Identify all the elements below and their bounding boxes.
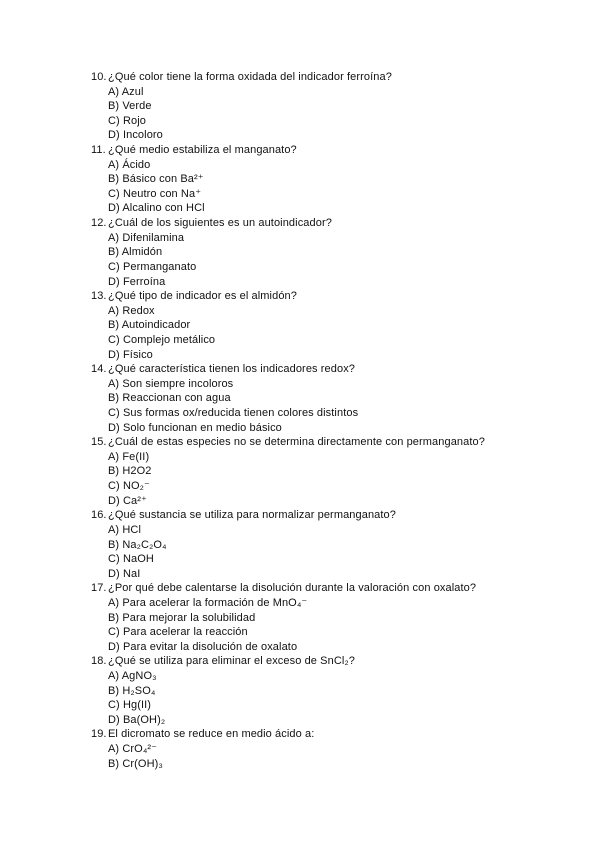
- question-11: [91, 143, 485, 158]
- option-11-d: D) Alcalino con HCl: [108, 202, 205, 215]
- question-15: [91, 435, 485, 450]
- option-19-b: B) Cr(OH)₃: [108, 757, 163, 770]
- option-14-a: A) Son siempre incoloros: [108, 377, 234, 390]
- question-19: [91, 727, 485, 742]
- option-17-d: D) Para evitar la disolución de oxalato: [108, 640, 298, 653]
- option-13-a: A) Redox: [108, 304, 155, 317]
- option-18-d: D) Ba(OH)₂: [108, 713, 166, 726]
- option-18-b: B) H₂SO₄: [108, 684, 156, 697]
- question-number: 12.: [91, 217, 107, 230]
- option-19-a: A) CrO₄²⁻: [108, 743, 158, 756]
- option-18-a: A) AgNO₃: [108, 669, 157, 682]
- option-14-d: D) Solo funcionan en medio básico: [108, 421, 282, 434]
- question-text: ¿Por qué debe calentarse la disolución durante la valoración con oxalato?: [108, 582, 477, 595]
- question-12: [91, 216, 485, 231]
- option-15-d: D) Ca²⁺: [108, 494, 147, 507]
- option-16-d: D) NaI: [108, 567, 141, 580]
- option-12-a: A) Difenilamina: [108, 231, 185, 244]
- option-12-b: B) Almidón: [108, 246, 163, 259]
- option-15-b: B) H2O2: [108, 465, 152, 478]
- question-10: [91, 70, 485, 85]
- question-text: El dicromato se reduce en medio ácido a:: [108, 728, 315, 741]
- option-13-c: C) Complejo metálico: [108, 333, 216, 346]
- option-10-a: A) Azul: [108, 85, 144, 98]
- question-number: 19.: [91, 728, 107, 741]
- question-text: ¿Qué medio estabiliza el manganato?: [108, 144, 297, 157]
- option-12-c: C) Permanganato: [108, 260, 197, 273]
- question-list: [91, 70, 485, 771]
- option-10-b: B) Verde: [108, 100, 152, 113]
- question-14: [91, 362, 485, 377]
- option-14-b: B) Reaccionan con agua: [108, 392, 231, 405]
- question-18: [91, 654, 485, 669]
- option-15-a: A) Fe(II): [108, 450, 150, 463]
- question-number: 17.: [91, 582, 107, 595]
- question-number: 11.: [91, 144, 106, 157]
- question-text: ¿Qué sustancia se utiliza para normalizar permanganato?: [108, 509, 396, 522]
- option-18-c: C) Hg(II): [108, 699, 152, 712]
- question-13: [91, 289, 485, 304]
- question-number: 14.: [91, 363, 107, 376]
- question-text: ¿Cuál de estas especies no se determina directamente con permanganato?: [108, 436, 485, 449]
- option-17-b: B) Para mejorar la solubilidad: [108, 611, 256, 624]
- question-text: ¿Qué característica tienen los indicadores redox?: [108, 363, 356, 376]
- option-17-a: A) Para acelerar la formación de MnO₄⁻: [108, 596, 308, 609]
- option-10-c: C) Rojo: [108, 114, 146, 127]
- option-16-a: A) HCl: [108, 523, 141, 536]
- question-text: ¿Qué tipo de indicador es el almidón?: [108, 290, 297, 303]
- question-text: ¿Qué color tiene la forma oxidada del indicador ferroína?: [108, 71, 392, 83]
- question-17: [91, 581, 485, 596]
- option-17-c: C) Para acelerar la reacción: [108, 626, 248, 639]
- option-13-d: D) Físico: [108, 348, 153, 361]
- question-number: 18.: [91, 655, 107, 668]
- question-number: 16.: [91, 509, 107, 522]
- question-text: ¿Cuál de los siguientes es un autoindicador?: [108, 217, 332, 230]
- option-16-b: B) Na₂C₂O₄: [108, 538, 167, 551]
- option-11-b: B) Básico con Ba²⁺: [108, 173, 204, 186]
- question-text: ¿Qué se utiliza para eliminar el exceso de SnCl₂?: [108, 655, 356, 668]
- question-number: 13.: [91, 290, 107, 303]
- option-14-c: C) Sus formas ox/reducida tienen colores distintos: [108, 407, 359, 420]
- option-11-c: C) Neutro con Na⁺: [108, 187, 202, 200]
- question-16: [91, 508, 485, 523]
- option-16-c: C) NaOH: [108, 553, 154, 566]
- option-10-d: D) Incoloro: [108, 129, 163, 142]
- option-13-b: B) Autoindicador: [108, 319, 191, 332]
- option-15-c: C) NO₂⁻: [108, 480, 150, 493]
- question-number: 15.: [91, 436, 107, 449]
- question-number: 10.: [91, 71, 107, 83]
- option-11-a: A) Ácido: [108, 158, 151, 171]
- option-12-d: D) Ferroína: [108, 275, 166, 288]
